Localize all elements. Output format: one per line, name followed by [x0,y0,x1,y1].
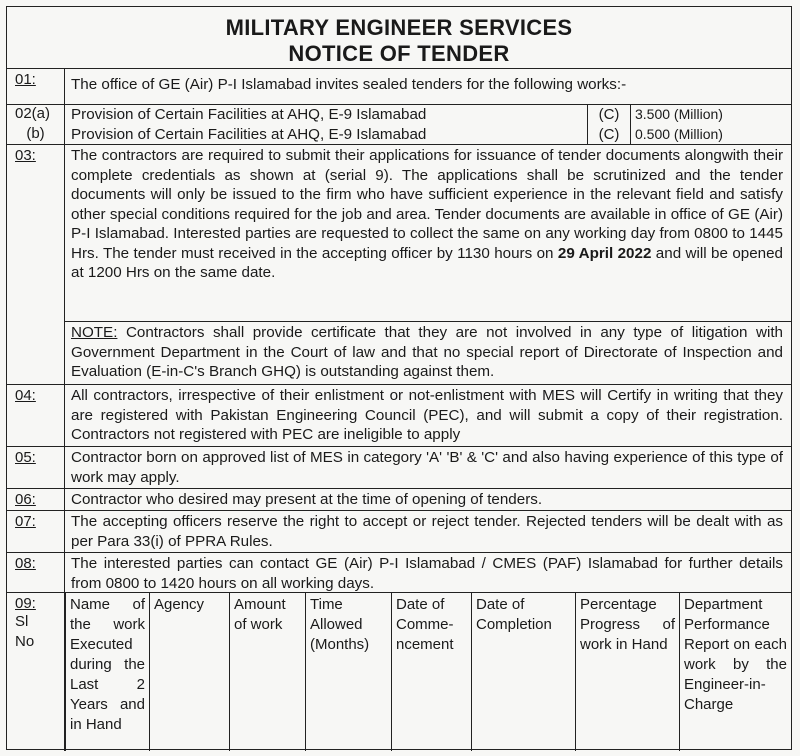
section-number: 07: [7,511,65,552]
section-text: Contractor who desired may present at the time of opening of tenders. [71,491,543,508]
section-09-credentials-table [7,593,791,751]
tender-notice [6,6,792,750]
section-text: The interested parties can contact GE (Air) P-I Islamabad / CMES (PAF) Islamabad for further details from 0800 to 1420 hours on all working days. [71,555,783,592]
section-text-after: and will be opened at 1200 Hrs on the same date. [71,244,783,281]
section-text: The accepting officers reserve the right to accept or reject tender. Rejected tenders will be dealt with as per Para 33(i) of PPRA Rules. [71,513,783,550]
section-number: 08: [7,553,65,592]
section-text: All contractors, irrespective of their enlistment or not-enlistment with MES will Certify in writing that they are registered with Pakistan Engineering Council (PEC), and will submit a copy of their registration. Contractors not registered with PEC are ineligible to apply [71,387,783,443]
category-code: (C) [587,105,631,125]
note-block [65,321,791,386]
section-number: 09: Sl No [7,593,65,751]
notice-header [7,7,791,69]
col-agency: Agency [149,593,229,751]
note-body: Contractors shall provide certificate that they are not involved in any type of litigation with Government Department in the Court of law and that no special report of Directorate of Inspection and Evaluation (E-in-C's Branch GHQ) is outstanding against them. [71,324,783,380]
estimated-amount: 0.500 (Million) [635,126,723,142]
section-number: 01: [7,69,65,104]
section-04 [7,385,791,447]
col-name-of-work: Name of the work Executed during the Last 2 Years and in Hand [65,593,149,751]
section-06 [7,489,791,511]
col-amount-of-work: Amount of work [229,593,305,751]
col-sl-no: Sl No [15,613,35,650]
col-time-allowed: Time Allowed (Months) [305,593,391,751]
work-item-text: Provision of Certain Facilities at AHQ, E-9 Islamabad [71,106,427,123]
section-number: 02(a) [7,105,65,125]
section-01 [7,69,791,105]
section-02a [7,105,791,125]
title-line-2: NOTICE OF TENDER [288,41,510,66]
section-08 [7,553,791,593]
section-number: 05: [7,447,65,488]
section-number: (b) [7,125,65,144]
note-label: NOTE: [71,324,118,341]
work-item-text: Provision of Certain Facilities at AHQ, E-9 Islamabad [71,126,427,143]
note-text [71,323,783,382]
section-07 [7,511,791,553]
section-02b [7,125,791,145]
section-number: 03: [7,145,65,384]
section-number: 06: [7,489,65,510]
section-text-before: The contractors are required to submit their applications for issuance of tender documents alongwith their complete credentials as shown at (serial 9). The applications shall be scrutinized and the tender documents will only be issued to the firm who have sufficient experience in the relevant field and satisfy other special conditions required for the job and area. Tender documents are available in office of GE (Air) P-I Islamabad. Interested parties are requested to collect the same on any working day from 0800 to 1445 Hrs. The tender must received in the accepting officer by 1130 hours on [71,147,783,262]
col-date-commencement: Date of Comme-ncement [391,593,471,751]
section-03 [7,145,791,385]
section-text [71,146,783,283]
section-number: 04: [7,385,65,446]
estimated-amount: 3.500 (Million) [635,106,723,122]
col-date-completion: Date of Completion [471,593,575,751]
section-text: The office of GE (Air) P-I Islamabad invites sealed tenders for the following works:- [71,76,627,93]
col-performance-report: Department Performance Report on each work by the Engineer-in-Charge [679,593,791,751]
title-line-1: MILITARY ENGINEER SERVICES [225,15,573,40]
section-text: Contractor born on approved list of MES in category 'A' 'B' & 'C' and also having experience of this type of work may apply. [71,449,783,486]
category-code: (C) [587,125,631,144]
closing-date: 29 April 2022 [557,244,652,262]
section-05 [7,447,791,489]
col-percentage-progress: Percentage Progress of work in Hand [575,593,679,751]
